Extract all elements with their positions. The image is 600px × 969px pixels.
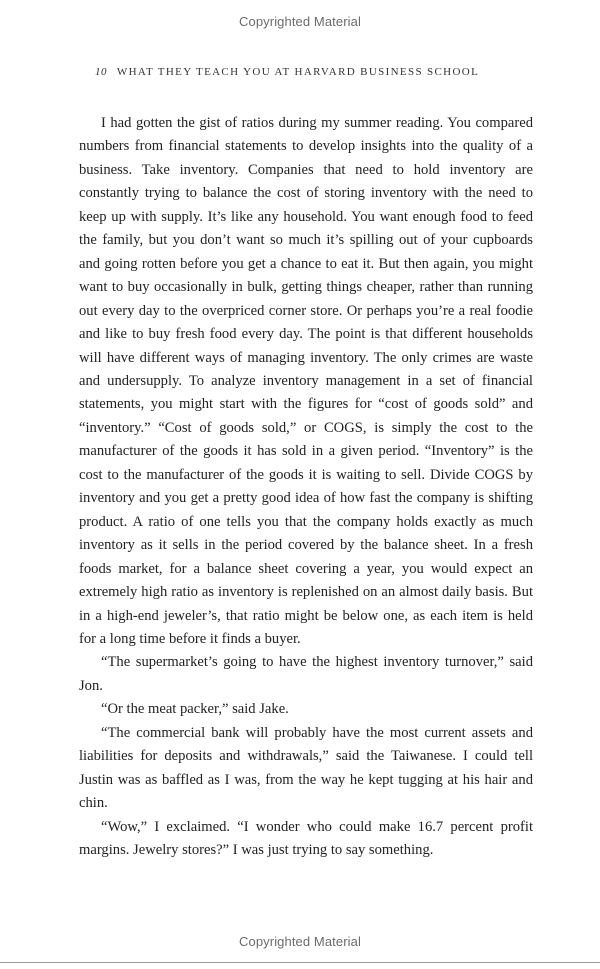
copyright-watermark-bottom: Copyrighted Material [239,934,361,949]
page-number: 10 [95,66,107,78]
running-title: WHAT THEY TEACH YOU AT HARVARD BUSINESS SCHOOL [116,66,480,78]
paragraph: “The commercial bank will probably have the most current assets and liabilities for deposits and withdrawals,” said the Taiwanese. I could tell Justin was as baffled as I was, from the way he kept tugging at his hair and chin. [79,724,533,812]
page-edge-divider [0,962,600,963]
running-header [95,66,535,78]
paragraph: I had gotten the gist of ratios during my summer reading. You compared numbers from financial statements to develop insights into the quality of a business. Take inventory. Companies that need to hold inventory are constantly trying to balance the cost of storing inventory with the need to keep up with supply. It’s like any household. You want enough food to feed the family, but you don’t want so much it’s spilling out of your cupboards and going rotten before you get a chance to eat it. But then again, you might want to buy occasionally in bulk, getting things cheaper, rather than running out every day to the overpriced corner store. Or perhaps you’re a real foodie and like to buy fresh food every day. The point is that different households will have different ways of managing inventory. The only crimes are waste and undersupply. To analyze inventory management in a set of financial statements, you might start with the figures for “cost of goods sold” and “inventory.” “Cost of goods sold,” or COGS, is simply the cost to the manufacturer of the goods it has sold in a given period. “Inventory” is the cost to the manufacturer of the goods it is waiting to sell. Divide COGS by inventory and you get a pretty good idea of how fast the company is shifting product. A ratio of one tells you that the company holds exactly as much inventory as it sells in the period covered by the balance sheet. In a fresh foods market, for a balance sheet covering a year, you would expect an extremely high ratio as inventory is replenished on an almost daily basis. But in a high-end jeweler’s, that ratio might be below one, as each item is held for a long time before it finds a buyer. [79,115,533,647]
paragraph: “Wow,” I exclaimed. “I wonder who could make 16.7 percent profit margins. Jewelry stores?” I was just trying to say something. [79,818,533,859]
paragraph: “The supermarket’s going to have the highest inventory turnover,” said Jon. [79,654,533,694]
body-text [79,112,533,863]
copyright-watermark-top: Copyrighted Material [239,14,361,29]
paragraph: “Or the meat packer,” said Jake. [101,701,289,718]
